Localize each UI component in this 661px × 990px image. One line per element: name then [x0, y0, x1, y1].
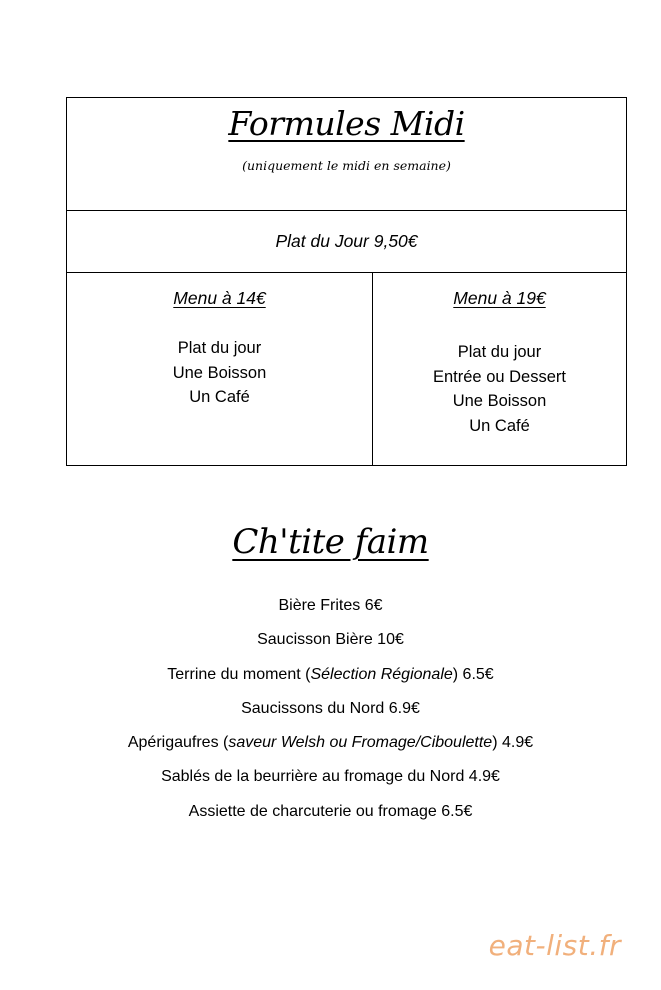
watermark-logo: eat-list.fr — [488, 929, 621, 962]
plat-du-jour: Plat du Jour 9,50€ — [275, 231, 418, 251]
menu-item: Entrée ou Dessert — [433, 367, 566, 386]
menu-item: Un Café — [189, 388, 250, 406]
formules-title: Formules Midi — [228, 104, 465, 143]
menu-item: Une Boisson — [452, 392, 547, 410]
menu-14-cell — [67, 273, 373, 465]
list-item: Bière Frites 6€ — [278, 597, 383, 614]
menu-item: Un Café — [469, 416, 530, 435]
list-item: Sablés de la beurrière au fromage du Nord 4.9€ — [161, 768, 500, 786]
menu-item: Une Boisson — [172, 363, 267, 382]
formules-subtitle: (uniquement le midi en semaine) — [242, 158, 451, 173]
formules-midi-table — [66, 97, 627, 466]
plat-du-jour-row — [67, 211, 626, 273]
formules-header — [67, 98, 626, 211]
chtite-faim-list — [0, 589, 661, 829]
list-item: Saucisson Bière 10€ — [257, 631, 404, 649]
chtite-faim-title: Ch'tite faim — [232, 522, 429, 562]
list-item: Saucissons du Nord 6.9€ — [241, 699, 420, 717]
menu-item: Plat du jour — [177, 339, 262, 357]
list-item: Apérigaufres (saveur Welsh ou Fromage/Ciboulette) 4.9€ — [127, 734, 534, 752]
menu-19-items — [373, 340, 626, 438]
menu-14-title: Menu à 14€ — [173, 288, 266, 308]
list-item: Assiette de charcuterie ou fromage 6.5€ — [188, 802, 473, 820]
menu-19-cell — [373, 273, 626, 465]
menu-14-items — [67, 336, 372, 410]
list-item: Terrine du moment (Sélection Régionale) 6.5€ — [167, 665, 494, 683]
menu-19-title: Menu à 19€ — [453, 288, 546, 308]
menu-item: Plat du jour — [457, 343, 542, 361]
